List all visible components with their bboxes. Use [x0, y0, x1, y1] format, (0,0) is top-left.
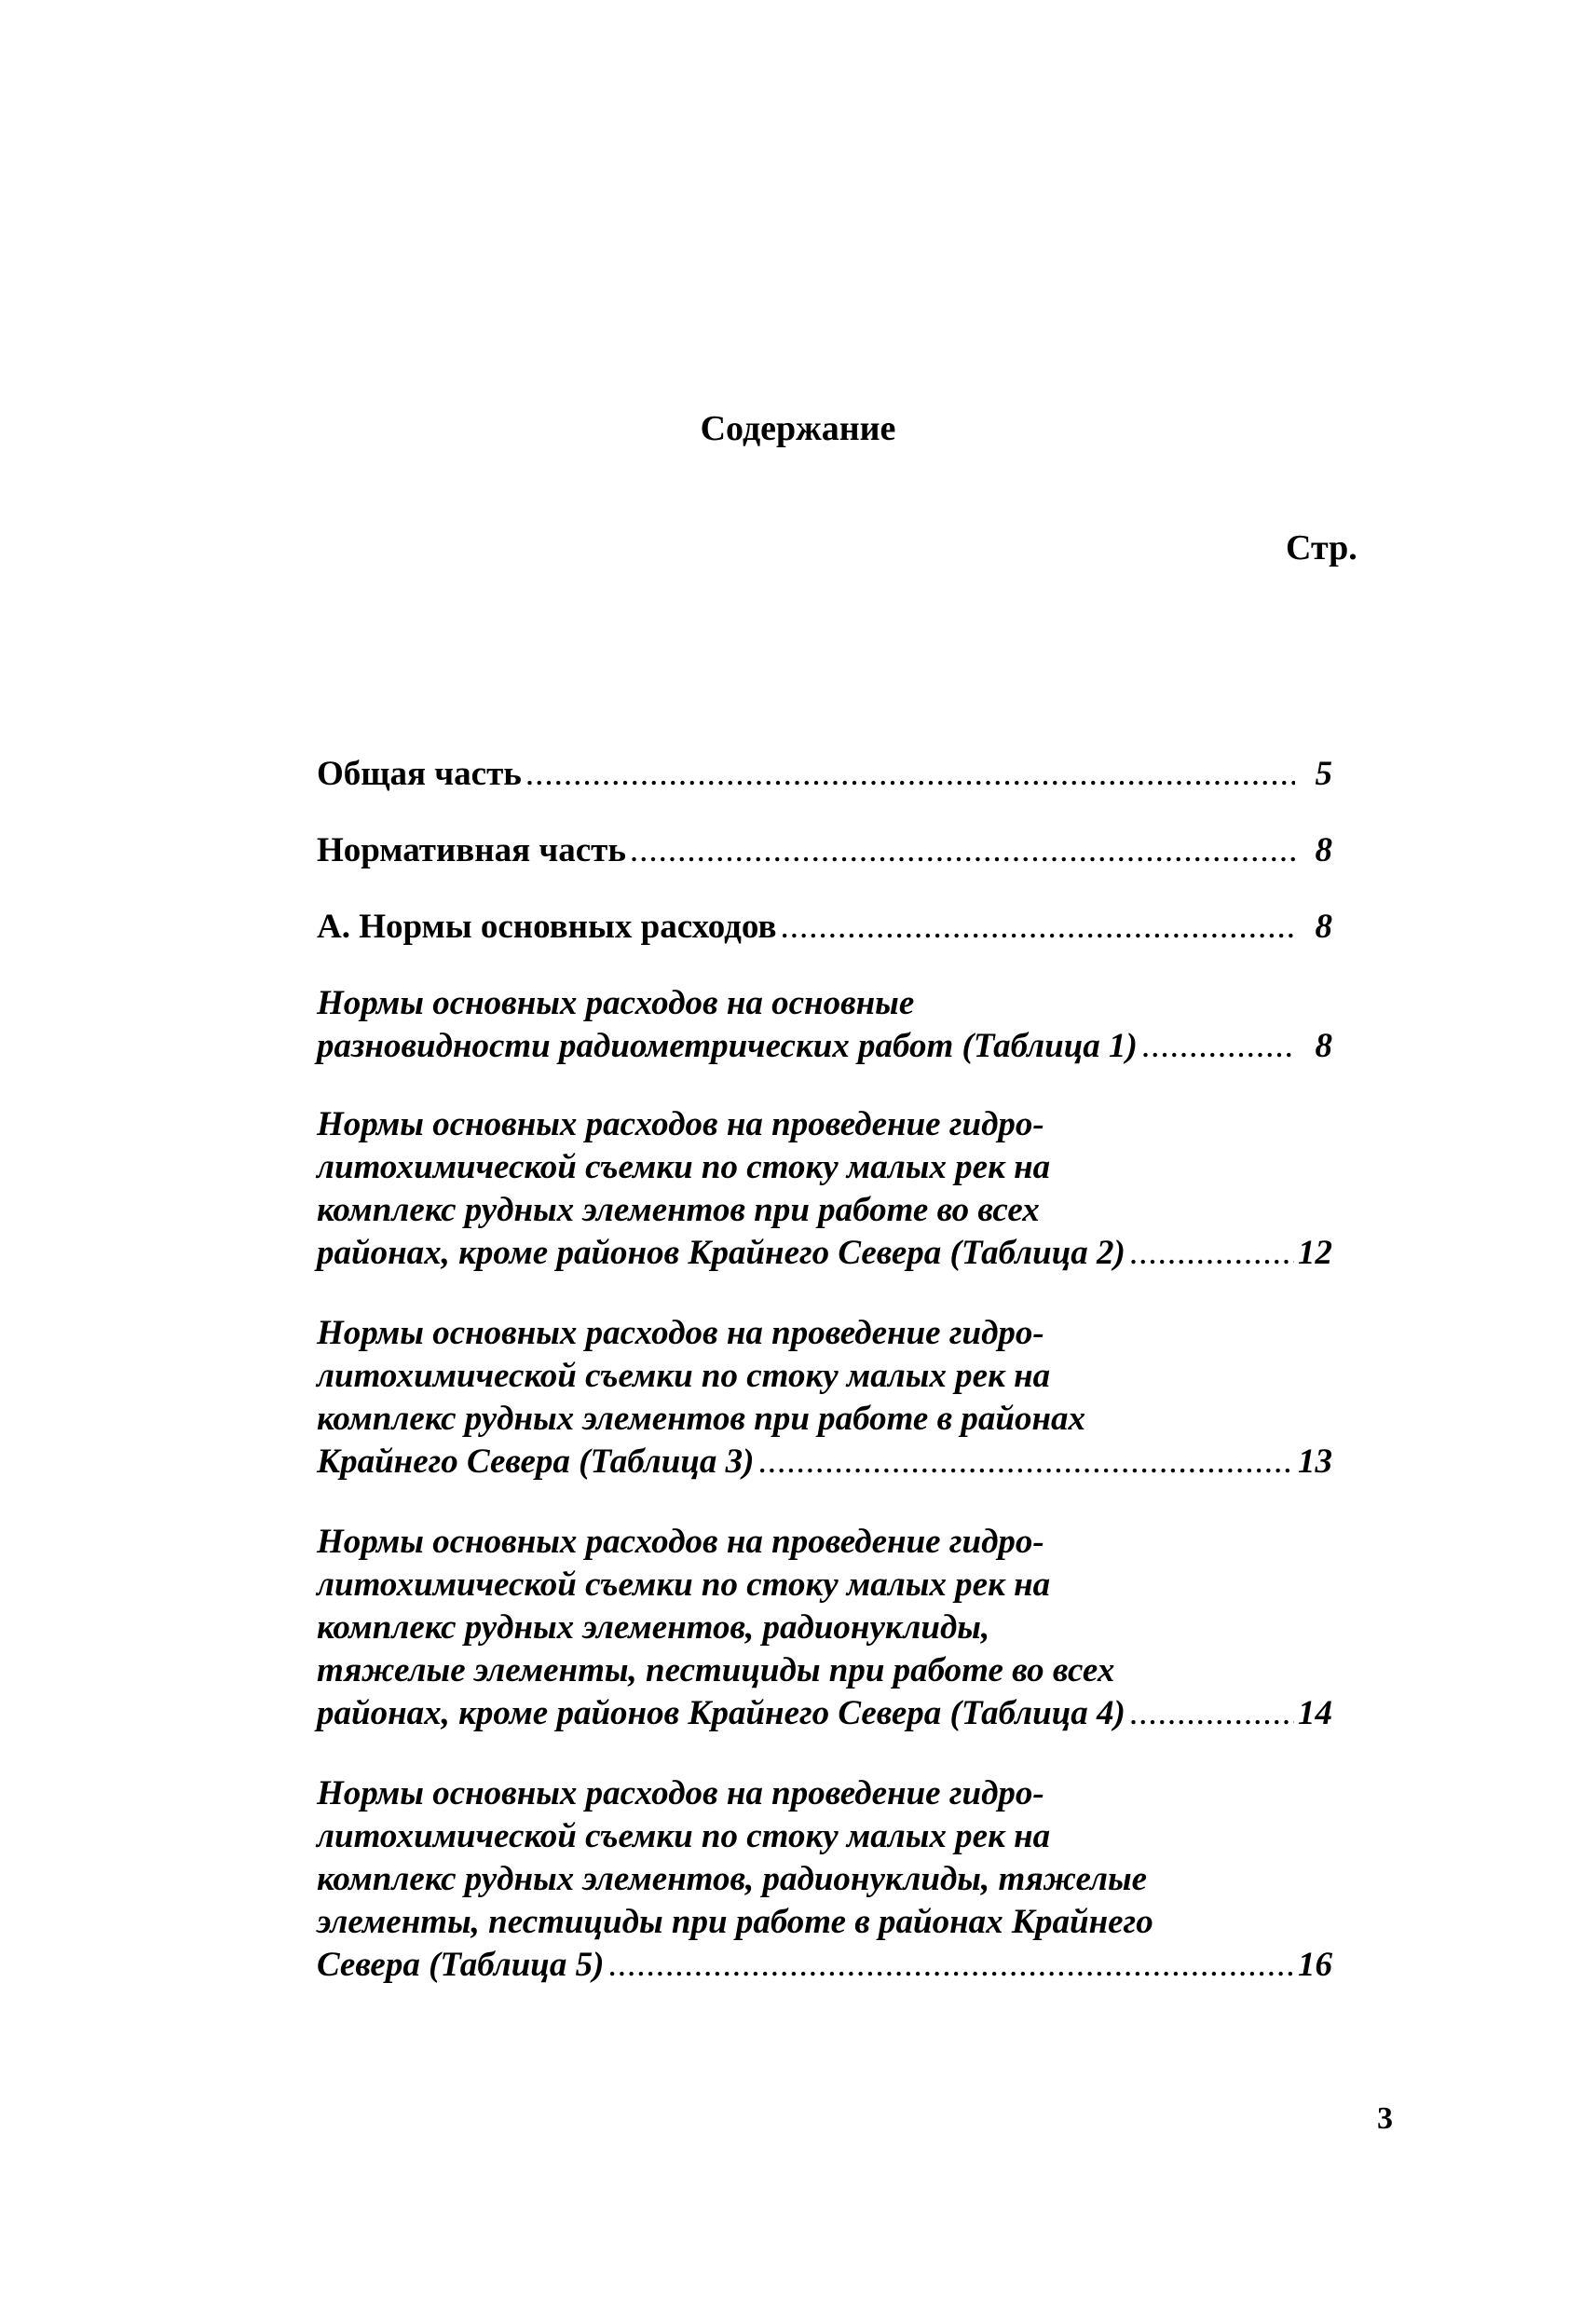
toc-entry-line: Нормы основных расходов на проведение гидро-	[317, 1314, 1044, 1352]
toc-entry	[317, 982, 1332, 1068]
toc-entry-line: комплекс рудных элементов при работе во всех	[317, 1191, 1040, 1229]
toc-entry-text: Крайнего Севера (Таблица 3)	[317, 1443, 755, 1481]
dot-leader	[1129, 1232, 1294, 1275]
toc-entry-final-line	[317, 829, 1332, 872]
toc-entry	[317, 829, 1332, 872]
toc-page-number: 14	[1298, 1694, 1332, 1732]
dot-leader	[1141, 1025, 1295, 1068]
toc-entry-line: тяжелые элементы, пестициды при работе во всех	[317, 1651, 1115, 1689]
toc-page-number: 13	[1298, 1443, 1332, 1481]
page-number: 3	[1377, 2101, 1393, 2136]
toc-entry-line: литохимической съемки по стоку малых рек на	[317, 1817, 1051, 1855]
toc-entry-line: литохимической съемки по стоку малых рек на	[317, 1357, 1051, 1395]
dot-leader	[607, 1944, 1294, 1987]
dot-leader	[1129, 1692, 1294, 1735]
toc-entry-line: Нормы основных расходов на основные	[317, 984, 915, 1022]
toc-entry-text: разновидности радиометрических работ (Таблица 1)	[317, 1027, 1138, 1065]
toc-entry-line: комплекс рудных элементов, радионуклиды,	[317, 1608, 990, 1647]
toc-page-number: 8	[1315, 908, 1332, 946]
toc-entry-text: районах, кроме районов Крайнего Севера (Таблица 2)	[317, 1234, 1125, 1272]
toc-entry-line: комплекс рудных элементов при работе в районах	[317, 1400, 1085, 1438]
toc-entry-final-line	[317, 1025, 1332, 1068]
page-title: Содержание	[700, 409, 896, 448]
toc-entry-text: районах, кроме районов Крайнего Севера (Таблица 4)	[317, 1694, 1125, 1732]
toc-page-number: 16	[1298, 1946, 1332, 1984]
toc-entry-line: литохимической съемки по стоку малых рек на	[317, 1148, 1051, 1186]
dot-leader	[780, 906, 1295, 949]
toc-entry	[317, 906, 1332, 949]
toc-entry-text: Нормативная часть	[317, 831, 626, 869]
toc-entry-line: Нормы основных расходов на проведение гидро-	[317, 1774, 1044, 1812]
toc-entry	[317, 1772, 1332, 1987]
toc-entry	[317, 1103, 1332, 1275]
toc-entry-final-line	[317, 753, 1332, 796]
toc-entry	[317, 1312, 1332, 1484]
toc-entry-final-line	[317, 906, 1332, 949]
pages-column-header: Стр.	[1286, 528, 1357, 567]
toc-entry-line: комплекс рудных элементов, радионуклиды, тяжелые	[317, 1860, 1148, 1898]
toc-entry-text: А. Нормы основных расходов	[317, 908, 777, 946]
toc-entry-line: литохимической съемки по стоку малых рек на	[317, 1566, 1051, 1604]
toc-entry-line: элементы, пестициды при работе в районах Крайнего	[317, 1903, 1153, 1941]
toc-page-number: 12	[1298, 1234, 1332, 1272]
toc-entry	[317, 753, 1332, 796]
toc-entry	[317, 1521, 1332, 1735]
dot-leader	[525, 753, 1295, 796]
dot-leader	[630, 829, 1295, 872]
toc-entry-text: Севера (Таблица 5)	[317, 1946, 605, 1984]
toc-page-number: 5	[1315, 755, 1332, 793]
toc-entry-final-line	[317, 1232, 1332, 1275]
toc-entry-final-line	[317, 1944, 1332, 1987]
toc-entry-line: Нормы основных расходов на проведение гидро-	[317, 1105, 1044, 1143]
dot-leader	[758, 1441, 1295, 1484]
toc-entry-text: Общая часть	[317, 755, 522, 793]
toc-page-number: 8	[1315, 831, 1332, 869]
table-of-contents	[317, 718, 1332, 1987]
toc-entry-final-line	[317, 1441, 1332, 1484]
toc-entry-final-line	[317, 1692, 1332, 1735]
toc-entry-line: Нормы основных расходов на проведение гидро-	[317, 1523, 1044, 1561]
toc-page-number: 8	[1315, 1027, 1332, 1065]
